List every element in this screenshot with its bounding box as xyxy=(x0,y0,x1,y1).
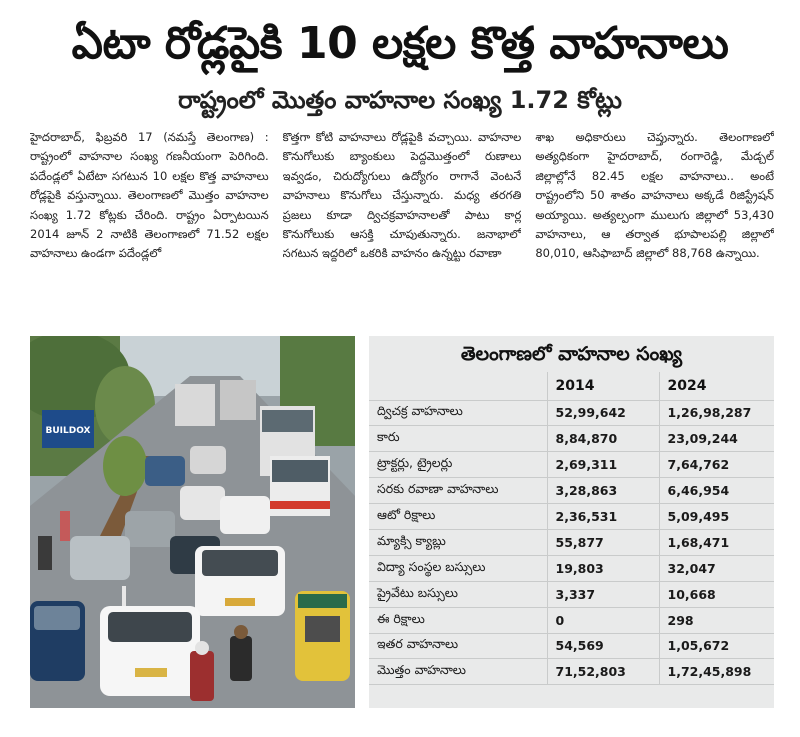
row-value-2024: 6,46,954 xyxy=(659,478,774,504)
row-value-2014: 2,36,531 xyxy=(547,504,659,530)
row-value-2024: 1,26,98,287 xyxy=(659,400,774,426)
table-row xyxy=(369,607,774,633)
row-value-2014: 71,52,803 xyxy=(547,659,659,685)
table-row xyxy=(369,426,774,452)
row-value-2024: 23,09,244 xyxy=(659,426,774,452)
row-label: ఆటో రిక్షాలు xyxy=(369,504,547,530)
row-label: ప్రైవేటు బస్సులు xyxy=(369,581,547,607)
row-value-2014: 3,28,863 xyxy=(547,478,659,504)
table-row-total xyxy=(369,659,774,685)
row-value-2014: 19,803 xyxy=(547,555,659,581)
row-value-2024: 32,047 xyxy=(659,555,774,581)
article-text-2: కొత్తగా కోటి వాహనాలు రోడ్లపైకి వచ్చాయి. వాహనాల కొనుగోలుకు బ్యాంకులు పెద్దమొత్తంలో రుణాలు ఇవ్వడం, చిరుద్యోగులు ఉద్యోగం రాగానే వెంటనే వాహనాలు కొనుగోలు చేస్తున్నారు. మధ్య తరగతి ప్రజలు కూడా ద్విచక్రవాహనాలతో పాటు కార్ల కొనుగోలుకు ఆసక్తి చూపుతున్నారు. జనాభాలో సగటున ఇద్దరిలో ఒకరికి వాహనం ఉన్నట్టు రవాణా xyxy=(282,130,522,261)
article-column-1 xyxy=(30,128,269,318)
row-value-2024: 1,05,672 xyxy=(659,633,774,659)
table-row xyxy=(369,633,774,659)
row-value-2024: 7,64,762 xyxy=(659,452,774,478)
table-row xyxy=(369,452,774,478)
row-value-2014: 55,877 xyxy=(547,529,659,555)
row-value-2014: 54,569 xyxy=(547,633,659,659)
header-2014: 2014 xyxy=(547,372,659,400)
row-value-2024: 10,668 xyxy=(659,581,774,607)
row-value-2014: 52,99,642 xyxy=(547,400,659,426)
article-text-1: హైదరాబాద్‌, ఫిబ్రవరి 17 (నమస్తే తెలంగాణ) : రాష్ట్రంలో వాహనాల సంఖ్య గణనీయంగా పెరిగింది. పదేండ్లలో ఏటేటా సగటున 10 లక్షల కొత్త వాహనాలు రోడ్లపైకి వస్తున్నాయి. తెలంగాణలో మొత్తం వాహనాల సంఖ్య 1.72 కోట్లకు చేరింది. రాష్ట్రం ఏర్పాటయిన 2014 జూన్‌ 2 నాటికి తెలంగాణలో 71.52 లక్షల వాహనాలు ఉండగా పదేండ్లలో xyxy=(30,130,269,261)
row-label: ఈ రిక్షాలు xyxy=(369,607,547,633)
row-value-2014: 0 xyxy=(547,607,659,633)
row-label: కారు xyxy=(369,426,547,452)
row-value-2014: 8,84,870 xyxy=(547,426,659,452)
row-value-2014: 3,337 xyxy=(547,581,659,607)
table-row xyxy=(369,478,774,504)
table-row xyxy=(369,529,774,555)
traffic-photo-illustration xyxy=(30,336,355,708)
article-column-3 xyxy=(535,128,774,318)
row-value-2024: 5,09,495 xyxy=(659,504,774,530)
row-label: ద్విచక్ర వాహనాలు xyxy=(369,400,547,426)
billboard-text: BUILDOX xyxy=(45,426,91,436)
row-value-2014: 2,69,311 xyxy=(547,452,659,478)
article-body xyxy=(30,128,774,318)
traffic-photo xyxy=(30,336,355,708)
table-title: తెలంగాణలో వాహనాల సంఖ్య xyxy=(460,343,683,365)
row-label: మొత్తం వాహనాలు xyxy=(369,659,547,685)
article-text-3: శాఖ అధికారులు చెప్తున్నారు. తెలంగాణలో అత్యధికంగా హైదరాబాద్‌, రంగారెడ్డి, మేడ్చల్‌ జిల్లాల్లోనే 82.45 లక్షల వాహనాలు.. అంటే రాష్ట్రంలోని 50 శాతం వాహనాలు అక్కడే రిజిస్ట్రేషన్‌ అయ్యాయి. అత్యల్పంగా ములుగు జిల్లాలో 53,430 వాహనాలు, ఆ తర్వాత భూపాలపల్లి జిల్లాలో 80,010, ఆసిఫాబాద్‌ జిల్లాలో 88,768 ఉన్నాయి. xyxy=(535,130,775,261)
table-row xyxy=(369,555,774,581)
table-row xyxy=(369,504,774,530)
row-label: ఇతర వాహనాలు xyxy=(369,633,547,659)
row-value-2024: 298 xyxy=(659,607,774,633)
row-label: ట్రాక్టర్లు, ట్రైలర్లు xyxy=(369,452,547,478)
row-label: సరకు రవాణా వాహనాలు xyxy=(369,478,547,504)
headline: ఏటా రోడ్లపైకి 10 లక్షల కొత్త వాహనాలు xyxy=(71,18,729,69)
table-row xyxy=(369,400,774,426)
header-2024: 2024 xyxy=(659,372,774,400)
article-column-2 xyxy=(283,128,522,318)
row-label: మ్యాక్సి క్యాబ్లు xyxy=(369,529,547,555)
subheadline: రాష్ట్రంలో మొత్తం వాహనాల సంఖ్య 1.72 కోట్లు xyxy=(178,86,622,114)
row-value-2024: 1,72,45,898 xyxy=(659,659,774,685)
vehicle-count-table xyxy=(369,336,774,708)
vehicle-table xyxy=(369,372,774,685)
table-row xyxy=(369,581,774,607)
row-label: విద్యా సంస్థల బస్సులు xyxy=(369,555,547,581)
header-label xyxy=(369,372,547,400)
row-value-2024: 1,68,471 xyxy=(659,529,774,555)
table-header-row xyxy=(369,372,774,400)
